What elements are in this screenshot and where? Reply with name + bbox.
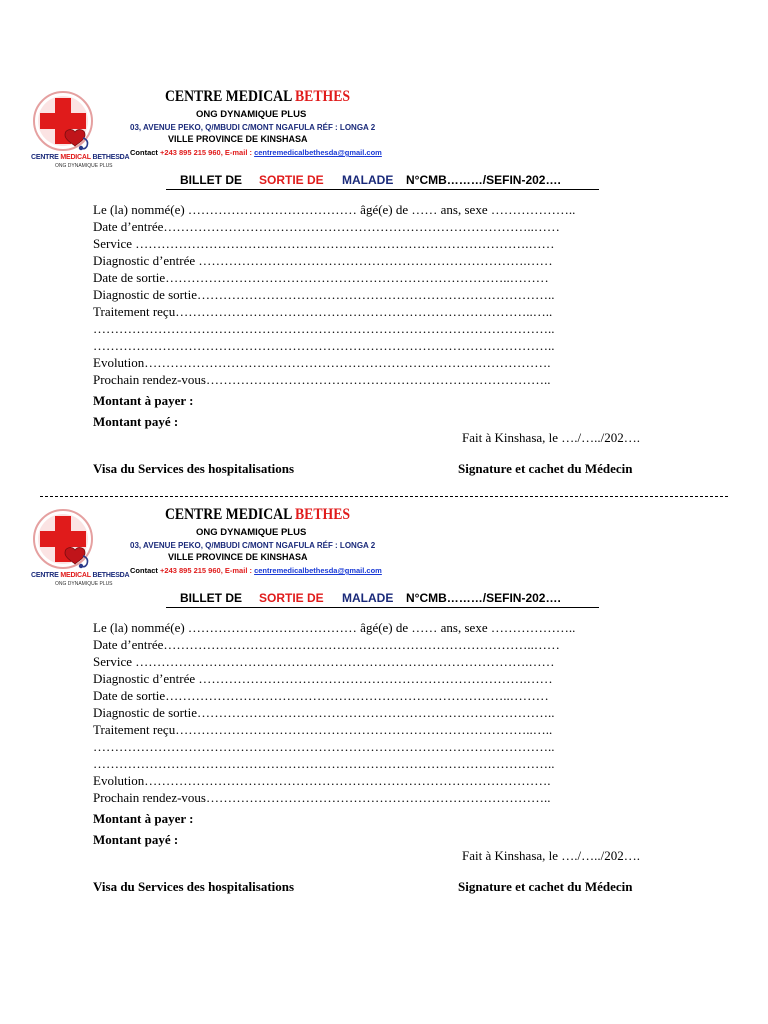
field-traitement-cont-1[interactable]: …………………………………………………………………………………………….. <box>93 321 555 336</box>
address: 03, AVENUE PEKO, Q/MBUDI C/MONT NGAFULA RÉF : LONGA 2 <box>130 123 376 132</box>
org-name: CENTRE MEDICAL BETHES <box>165 88 351 105</box>
medical-cross-heart-icon <box>31 90 101 156</box>
visa-label: Visa du Services des hospitalisations <box>93 461 295 476</box>
contact-line: Contact +243 895 215 960, E-mail : centremedicalbethesda@gmail.com <box>130 566 382 575</box>
visa-label: Visa du Services des hospitalisations <box>93 879 295 894</box>
field-traitement[interactable]: Traitement reçu………………………………………………………………………..….. <box>93 722 553 737</box>
montant-a-payer: Montant à payer : <box>93 811 194 826</box>
email-link[interactable]: centremedicalbethesda@gmail.com <box>254 148 382 157</box>
logo-title: CENTRE MEDICAL BETHESDA <box>31 572 130 579</box>
field-diagnostic-entree[interactable]: Diagnostic d’entrée ………………………………………………………………….…… <box>93 671 553 686</box>
field-diagnostic-entree[interactable]: Diagnostic d’entrée ………………………………………………………………….…… <box>93 253 553 268</box>
field-traitement-cont-2[interactable]: …………………………………………………………………………………………….. <box>93 338 555 353</box>
form-title: BILLET DE SORTIE DE MALADE N°CMB………/SEFIN-202…. <box>166 172 599 190</box>
signature-label: Signature et cachet du Médecin <box>458 461 633 476</box>
form-title: BILLET DE SORTIE DE MALADE N°CMB………/SEFIN-202…. <box>166 590 599 608</box>
field-diagnostic-sortie[interactable]: Diagnostic de sortie……………………………………………………………………….. <box>93 287 555 302</box>
ong-name: ONG DYNAMIQUE PLUS <box>196 527 307 538</box>
clinic-logo <box>31 90 130 170</box>
form-fields <box>93 201 683 388</box>
field-rendez-vous[interactable]: Prochain rendez-vous…………………………………………………………………….. <box>93 790 551 805</box>
logo-title: CENTRE MEDICAL BETHESDA <box>31 154 130 161</box>
discharge-form-top <box>0 0 768 476</box>
city: VILLE PROVINCE DE KINSHASA <box>168 552 308 562</box>
email-link[interactable]: centremedicalbethesda@gmail.com <box>254 566 382 575</box>
place-date: Fait à Kinshasa, le …./…../202…. <box>462 848 641 863</box>
signature-label: Signature et cachet du Médecin <box>458 879 633 894</box>
field-traitement-cont-2[interactable]: …………………………………………………………………………………………….. <box>93 756 555 771</box>
field-diagnostic-sortie[interactable]: Diagnostic de sortie……………………………………………………………………….. <box>93 705 555 720</box>
logo-subtitle: ONG DYNAMIQUE PLUS <box>55 581 113 587</box>
discharge-form-bottom <box>0 418 768 894</box>
logo-subtitle: ONG DYNAMIQUE PLUS <box>55 163 113 169</box>
montant-a-payer: Montant à payer : <box>93 393 194 408</box>
place-date: Fait à Kinshasa, le …./…../202…. <box>462 430 641 445</box>
form-fields <box>93 619 683 806</box>
field-nom[interactable]: Le (la) nommé(e) ………………………………… âgé(e) de …… ans, sexe ……………….. <box>93 620 576 635</box>
ong-name: ONG DYNAMIQUE PLUS <box>196 109 307 120</box>
field-traitement-cont-1[interactable]: …………………………………………………………………………………………….. <box>93 739 555 754</box>
clinic-logo <box>31 508 130 588</box>
city: VILLE PROVINCE DE KINSHASA <box>168 134 308 144</box>
field-service[interactable]: Service ……………………………………………………………………………….…… <box>93 236 555 251</box>
field-date-entree[interactable]: Date d’entrée…………………………………………………………………………..…… <box>93 219 560 234</box>
montant-paye: Montant payé : <box>93 414 179 429</box>
address: 03, AVENUE PEKO, Q/MBUDI C/MONT NGAFULA RÉF : LONGA 2 <box>130 541 376 550</box>
field-traitement[interactable]: Traitement reçu………………………………………………………………………..….. <box>93 304 553 319</box>
montant-paye: Montant payé : <box>93 832 179 847</box>
contact-line: Contact +243 895 215 960, E-mail : centremedicalbethesda@gmail.com <box>130 148 382 157</box>
field-date-entree[interactable]: Date d’entrée…………………………………………………………………………..…… <box>93 637 560 652</box>
field-nom[interactable]: Le (la) nommé(e) ………………………………… âgé(e) de …… ans, sexe ……………….. <box>93 202 576 217</box>
field-date-sortie[interactable]: Date de sortie……………………………………………………………………..……… <box>93 270 549 285</box>
field-evolution[interactable]: Evolution…………………………………………………………………………………. <box>93 355 551 370</box>
org-name: CENTRE MEDICAL BETHES <box>165 506 351 523</box>
medical-cross-heart-icon <box>31 508 101 574</box>
field-service[interactable]: Service ……………………………………………………………………………….…… <box>93 654 555 669</box>
field-rendez-vous[interactable]: Prochain rendez-vous…………………………………………………………………….. <box>93 372 551 387</box>
field-date-sortie[interactable]: Date de sortie……………………………………………………………………..……… <box>93 688 549 703</box>
field-evolution[interactable]: Evolution…………………………………………………………………………………. <box>93 773 551 788</box>
